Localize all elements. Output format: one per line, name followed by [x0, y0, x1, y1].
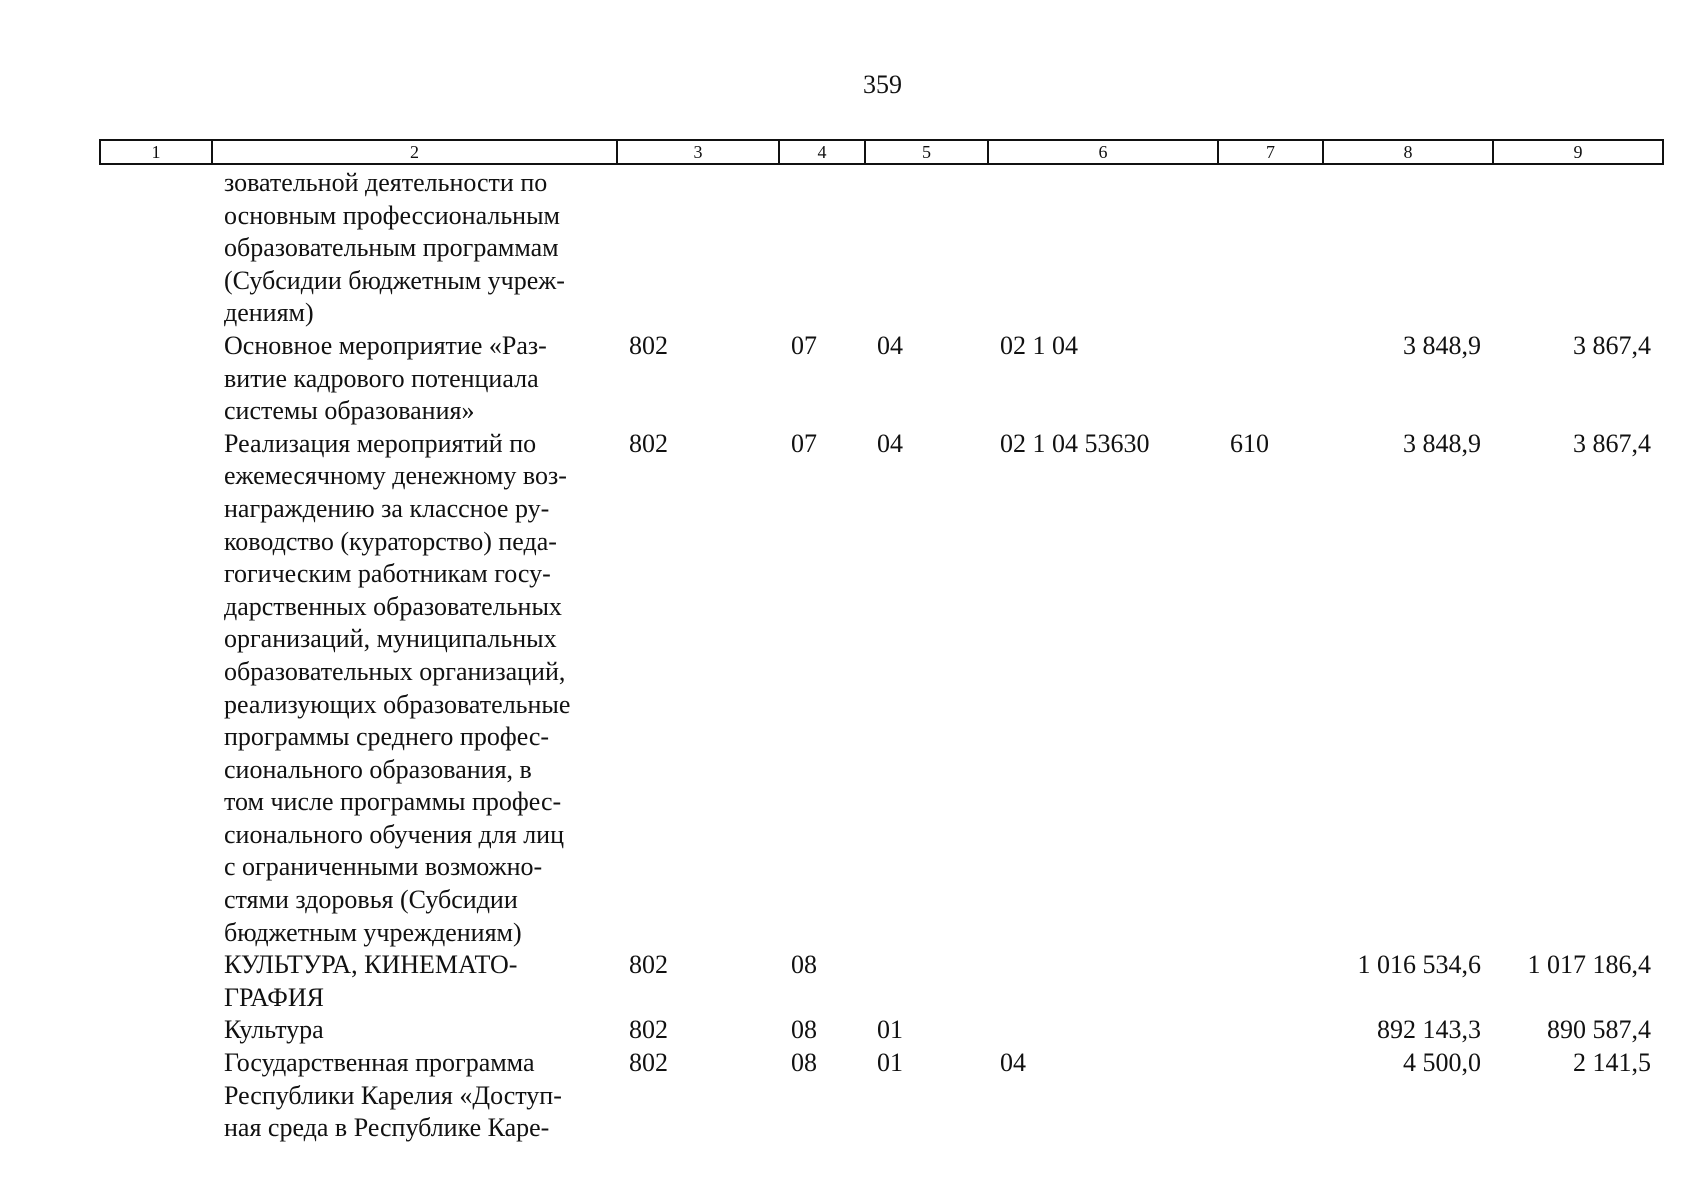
cell-ministry-code: 802 — [629, 1015, 668, 1045]
cell-target-article: 02 1 04 — [1000, 330, 1078, 360]
cell-name — [212, 164, 617, 330]
name-line: ная среда в Республике Каре- — [224, 1113, 550, 1143]
name-line: том числе программы профес- — [224, 787, 562, 817]
cell-subsection: 04 — [877, 330, 903, 360]
name-line: КУЛЬТУРА, КИНЕМАТО- — [224, 950, 518, 980]
cell-name — [212, 428, 617, 950]
cell-subsection: 01 — [877, 1048, 903, 1078]
cell-ministry-code: 802 — [629, 330, 668, 360]
cell-name — [212, 1014, 617, 1047]
name-line: ководство (кураторство) педа- — [224, 526, 557, 556]
name-line: (Субсидии бюджетным учреж- — [224, 265, 565, 295]
cell-expense-type: 610 — [1230, 428, 1269, 458]
cell-section: 07 — [791, 330, 817, 360]
name-line: дарственных образовательных — [224, 591, 562, 621]
cell-amount-year-1: 4 500,0 — [1403, 1048, 1481, 1078]
name-line: Основное мероприятие «Раз- — [224, 330, 547, 360]
name-line: программы среднего профес- — [224, 722, 550, 752]
cell-amount-year-2: 1 017 186,4 — [1527, 950, 1651, 980]
header-col-1: 1 — [100, 140, 212, 164]
cell-amount-year-2: 3 867,4 — [1573, 428, 1651, 458]
cell-target-article — [988, 949, 1218, 1014]
name-line: ГРАФИЯ — [224, 982, 324, 1012]
cell-amount-year-2 — [1493, 164, 1663, 330]
cell-ministry-code: 802 — [629, 428, 668, 458]
header-col-9: 9 — [1493, 140, 1663, 164]
name-line: Государственная программа — [224, 1048, 535, 1078]
cell-col-1 — [100, 164, 212, 330]
name-line: сионального образования, в — [224, 754, 532, 784]
table-row — [100, 1047, 1663, 1145]
cell-amount-year-2: 2 141,5 — [1573, 1048, 1651, 1078]
header-col-5: 5 — [865, 140, 988, 164]
cell-amount-year-1: 1 016 534,6 — [1357, 950, 1481, 980]
cell-amount-year-1 — [1323, 164, 1493, 330]
header-col-2: 2 — [212, 140, 617, 164]
name-line: витие кадрового потенциала — [224, 363, 539, 393]
header-col-6: 6 — [988, 140, 1218, 164]
name-line: дениям) — [224, 298, 314, 328]
name-line: Республики Карелия «Доступ- — [224, 1080, 562, 1110]
cell-col-1 — [100, 1014, 212, 1047]
cell-expense-type — [1218, 949, 1323, 1014]
name-line: основным профессиональным — [224, 200, 561, 230]
cell-section: 08 — [791, 1015, 817, 1045]
table-header — [100, 140, 1663, 164]
cell-section: 07 — [791, 428, 817, 458]
table-body — [100, 164, 1663, 1145]
cell-amount-year-1: 3 848,9 — [1403, 428, 1481, 458]
header-row — [100, 140, 1663, 164]
cell-amount-year-1: 892 143,3 — [1377, 1015, 1481, 1045]
header-col-3: 3 — [617, 140, 779, 164]
name-line: образовательных организаций, — [224, 656, 566, 686]
cell-expense-type — [1218, 1014, 1323, 1047]
cell-col-1 — [100, 1047, 212, 1145]
header-col-4: 4 — [779, 140, 865, 164]
cell-name — [212, 1047, 617, 1145]
name-line: реализующих образовательные — [224, 689, 571, 719]
cell-expense-type — [1218, 164, 1323, 330]
name-line: ежемесячному денежному воз- — [224, 461, 567, 491]
cell-subsection: 04 — [877, 428, 903, 458]
table-row — [100, 330, 1663, 428]
cell-ministry-code: 802 — [629, 950, 668, 980]
name-line: Культура — [224, 1015, 324, 1045]
cell-col-1 — [100, 428, 212, 950]
cell-amount-year-1: 3 848,9 — [1403, 330, 1481, 360]
cell-subsection: 01 — [877, 1015, 903, 1045]
header-col-8: 8 — [1323, 140, 1493, 164]
cell-target-article: 04 — [1000, 1048, 1026, 1078]
cell-subsection — [865, 949, 988, 1014]
table-row — [100, 1014, 1663, 1047]
table-row — [100, 428, 1663, 950]
cell-amount-year-2: 890 587,4 — [1547, 1015, 1651, 1045]
cell-section: 08 — [791, 950, 817, 980]
name-line: стями здоровья (Субсидии — [224, 885, 518, 915]
page-number: 359 — [863, 70, 902, 99]
name-line: Реализация мероприятий по — [224, 428, 537, 458]
cell-ministry-code — [617, 164, 779, 330]
name-line: гогическим работникам госу- — [224, 559, 551, 589]
cell-name — [212, 949, 617, 1014]
cell-section: 08 — [791, 1048, 817, 1078]
table-row — [100, 164, 1663, 330]
name-line: сионального обучения для лиц — [224, 819, 565, 849]
name-line: бюджетным учреждениям) — [224, 917, 522, 947]
cell-expense-type — [1218, 330, 1323, 428]
cell-expense-type — [1218, 1047, 1323, 1145]
name-line: системы образования» — [224, 396, 475, 426]
table-row — [100, 949, 1663, 1014]
cell-col-1 — [100, 330, 212, 428]
cell-ministry-code: 802 — [629, 1048, 668, 1078]
cell-col-1 — [100, 949, 212, 1014]
cell-target-article — [988, 164, 1218, 330]
budget-table — [99, 139, 1664, 1145]
name-line: организаций, муниципальных — [224, 624, 557, 654]
cell-amount-year-2: 3 867,4 — [1573, 330, 1651, 360]
cell-subsection — [865, 164, 988, 330]
name-line: образовательным программам — [224, 233, 559, 263]
cell-target-article: 02 1 04 53630 — [1000, 428, 1150, 458]
name-line: с ограниченными возможно- — [224, 852, 543, 882]
name-line: награждению за классное ру- — [224, 493, 550, 523]
header-col-7: 7 — [1218, 140, 1323, 164]
cell-target-article — [988, 1014, 1218, 1047]
cell-section — [779, 164, 865, 330]
cell-name — [212, 330, 617, 428]
name-line: зовательной деятельности по — [224, 168, 548, 197]
